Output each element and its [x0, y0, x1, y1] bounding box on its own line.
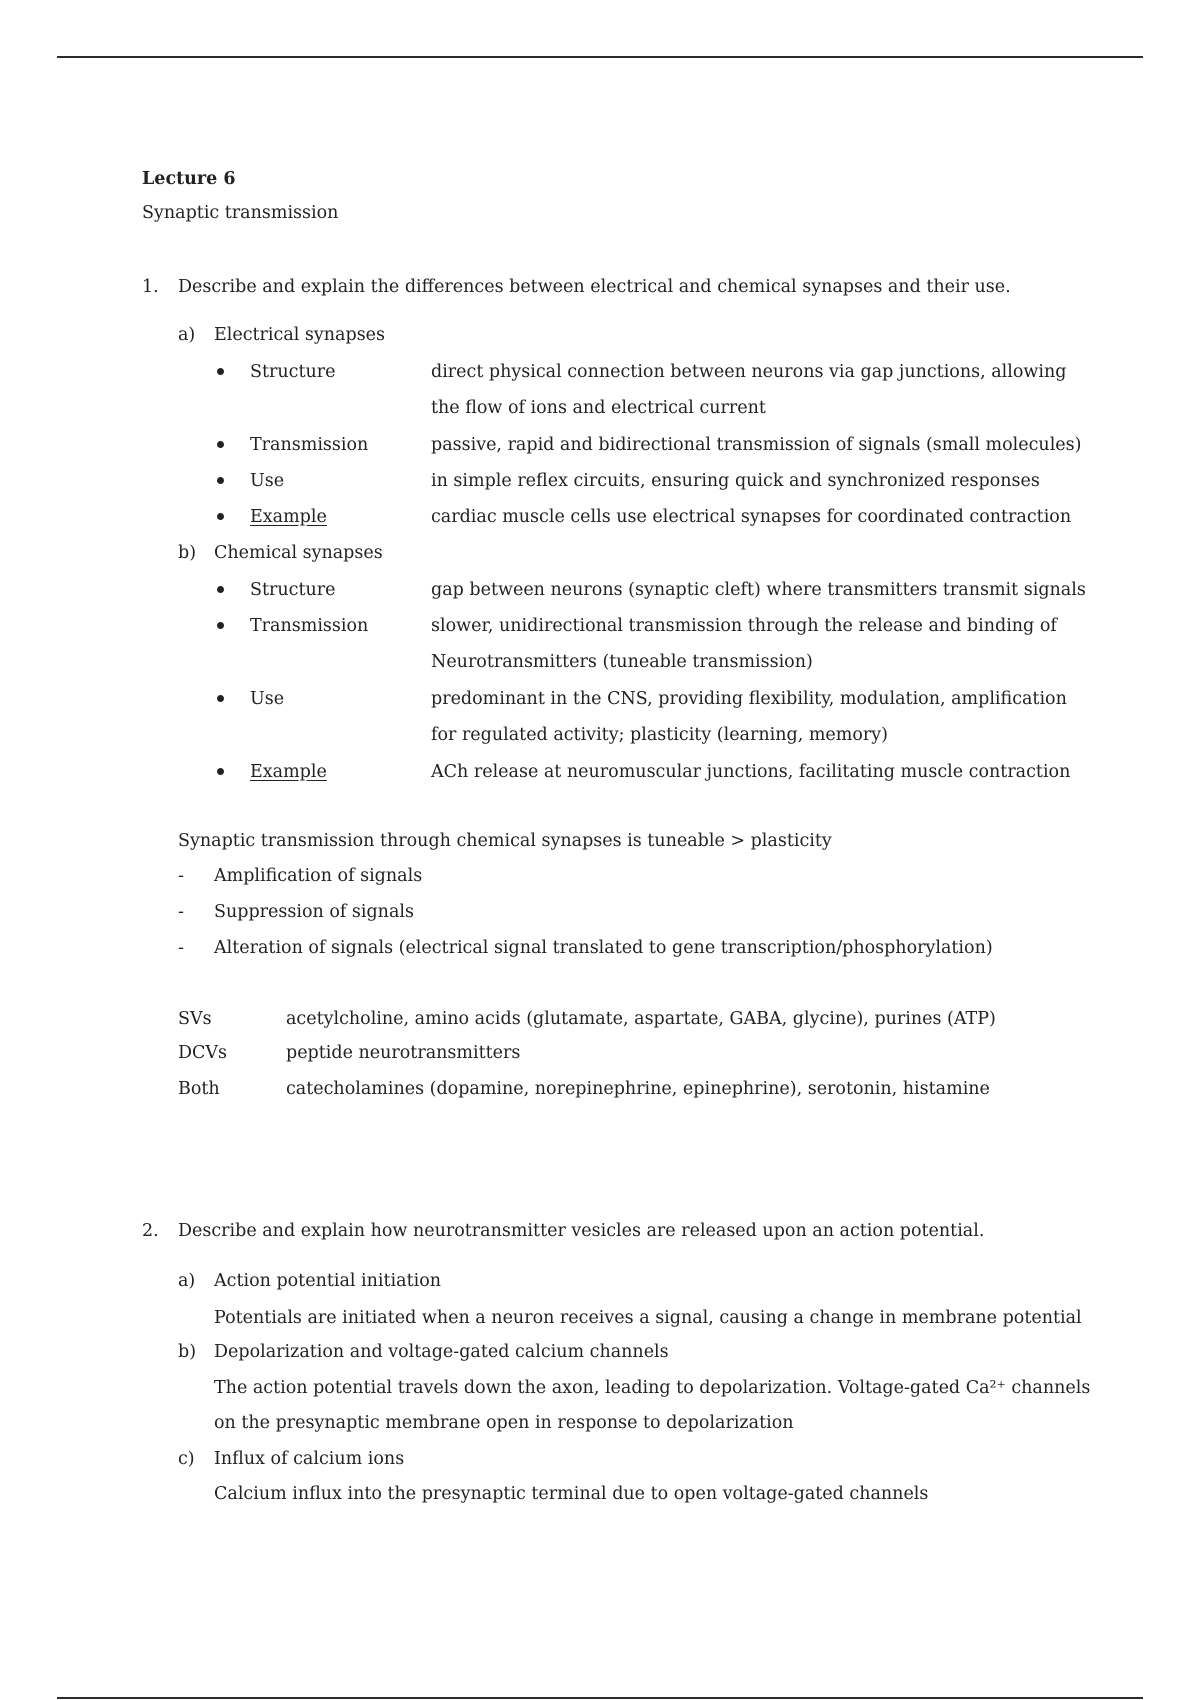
item-text: in simple reflex circuits, ensuring quick and synchronized responses	[431, 471, 1040, 491]
section-title: Electrical synapses	[214, 325, 386, 345]
step-text: Calcium influx into the presynaptic terminal due to open voltage-gated channels	[214, 1484, 929, 1504]
step-text-cont: on the presynaptic membrane open in response to depolarization	[214, 1413, 794, 1433]
item-label: Example	[250, 507, 327, 527]
tuneable-item: Suppression of signals	[214, 902, 414, 922]
item-label: Use	[250, 471, 285, 491]
question-text: Describe and explain how neurotransmitter vesicles are released upon an action potential.	[178, 1221, 985, 1241]
item-text-cont: the flow of ions and electrical current	[431, 398, 766, 418]
vesicle-label: DCVs	[178, 1043, 228, 1063]
tuneable-item: Alteration of signals (electrical signal translated to gene transcription/phosphorylation)	[214, 938, 993, 958]
sub-letter: a)	[178, 325, 196, 345]
step-title: Depolarization and voltage-gated calcium channels	[214, 1342, 669, 1362]
step-text: The action potential travels down the axon, leading to depolarization. Voltage-gated Ca²⁺ channels	[214, 1378, 1091, 1398]
vesicle-text: catecholamines (dopamine, norepinephrine, epinephrine), serotonin, histamine	[286, 1079, 990, 1099]
vesicle-label: SVs	[178, 1009, 212, 1029]
header-rule	[57, 56, 1143, 58]
question-number: 2.	[142, 1221, 159, 1241]
item-text-cont: Neurotransmitters (tuneable transmission)	[431, 652, 813, 672]
footer-rule	[57, 1697, 1143, 1699]
lecture-subtitle: Synaptic transmission	[142, 203, 339, 223]
section-title: Chemical synapses	[214, 543, 383, 563]
dash-marker: -	[178, 938, 184, 958]
tuneable-intro: Synaptic transmission through chemical synapses is tuneable > plasticity	[178, 831, 832, 851]
item-label: Transmission	[250, 616, 369, 636]
item-label: Example	[250, 762, 327, 782]
question-text: Describe and explain the differences between electrical and chemical synapses and their use.	[178, 277, 1011, 297]
lecture-title: Lecture 6	[142, 169, 236, 189]
sub-letter: c)	[178, 1449, 195, 1469]
sub-letter: a)	[178, 1271, 196, 1291]
bullet	[217, 513, 224, 520]
bullet	[217, 441, 224, 448]
bullet	[217, 768, 224, 775]
bullet	[217, 695, 224, 702]
item-text: predominant in the CNS, providing flexibility, modulation, amplification	[431, 689, 1067, 709]
item-text: direct physical connection between neurons via gap junctions, allowing	[431, 362, 1067, 382]
item-label: Transmission	[250, 435, 369, 455]
item-text: cardiac muscle cells use electrical synapses for coordinated contraction	[431, 507, 1072, 527]
dash-marker: -	[178, 866, 184, 886]
question-number: 1.	[142, 277, 159, 297]
item-text-cont: for regulated activity; plasticity (learning, memory)	[431, 725, 888, 745]
item-label: Structure	[250, 580, 336, 600]
step-title: Influx of calcium ions	[214, 1449, 405, 1469]
sub-letter: b)	[178, 1342, 197, 1362]
bullet	[217, 586, 224, 593]
item-text: passive, rapid and bidirectional transmission of signals (small molecules)	[431, 435, 1082, 455]
step-text: Potentials are initiated when a neuron receives a signal, causing a change in membrane potential	[214, 1308, 1082, 1328]
step-title: Action potential initiation	[214, 1271, 442, 1291]
vesicle-text: peptide neurotransmitters	[286, 1043, 521, 1063]
item-text: ACh release at neuromuscular junctions, facilitating muscle contraction	[431, 762, 1071, 782]
bullet	[217, 477, 224, 484]
item-text: slower, unidirectional transmission through the release and binding of	[431, 616, 1057, 636]
item-label: Use	[250, 689, 285, 709]
bullet	[217, 622, 224, 629]
dash-marker: -	[178, 902, 184, 922]
tuneable-item: Amplification of signals	[214, 866, 423, 886]
sub-letter: b)	[178, 543, 197, 563]
bullet	[217, 368, 224, 375]
item-text: gap between neurons (synaptic cleft) where transmitters transmit signals	[431, 580, 1086, 600]
vesicle-text: acetylcholine, amino acids (glutamate, aspartate, GABA, glycine), purines (ATP)	[286, 1009, 996, 1029]
vesicle-label: Both	[178, 1079, 220, 1099]
item-label: Structure	[250, 362, 336, 382]
